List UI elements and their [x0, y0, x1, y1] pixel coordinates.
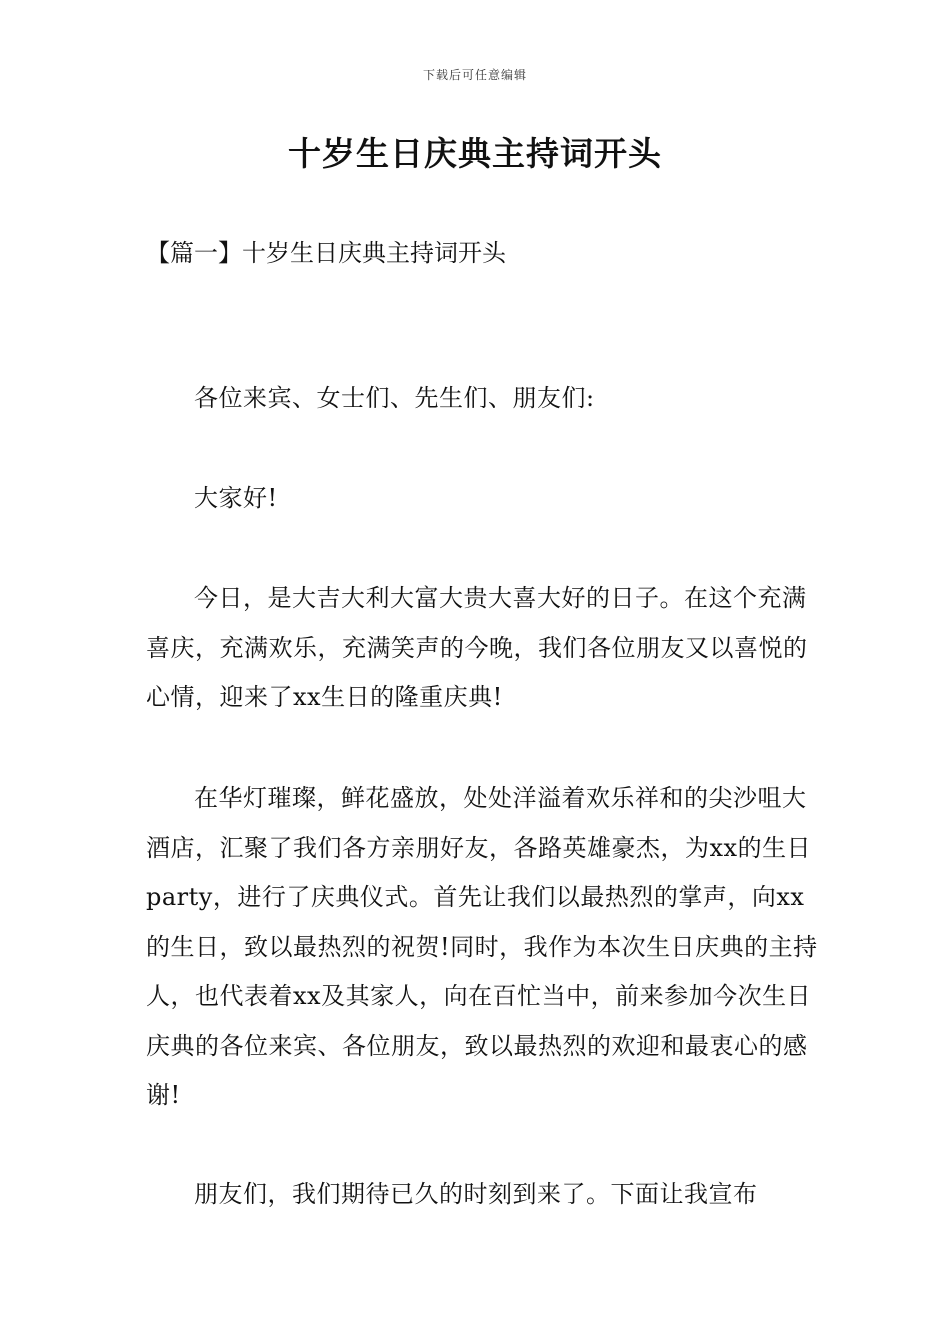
- paragraph-venue: 在华灯璀璨，鲜花盛放，处处洋溢着欢乐祥和的尖沙咀大酒店，汇聚了我们各方亲朋好友，各路英雄豪杰，为xx的生日party，进行了庆典仪式。首先让我们以最热烈的掌声，向xx的生日，致以最热烈的祝贺!同时，我作为本次生日庆典的主持人，也代表着xx及其家人，向在百忙当中，前来参加今次生日庆典的各位来宾、各位朋友，致以最热烈的欢迎和最衷心的感谢!: [146, 784, 818, 1109]
- paragraph-friends: 朋友们，我们期待已久的时刻到来了。下面让我宣布: [194, 1180, 758, 1208]
- header-note: 下载后可任意编辑: [422, 68, 527, 82]
- paragraph-today: 今日，是大吉大利大富大贵大喜大好的日子。在这个充满喜庆，充满欢乐，充满笑声的今晚，我们各位朋友又以喜悦的心情，迎来了xx生日的隆重庆典!: [146, 584, 808, 711]
- page-title: 十岁生日庆典主持词开头: [288, 134, 662, 173]
- paragraph-hello: 大家好!: [194, 484, 278, 512]
- paragraph-greeting: 各位来宾、女士们、先生们、朋友们:: [194, 384, 595, 412]
- section-heading: 【篇一】十岁生日庆典主持词开头: [146, 239, 506, 267]
